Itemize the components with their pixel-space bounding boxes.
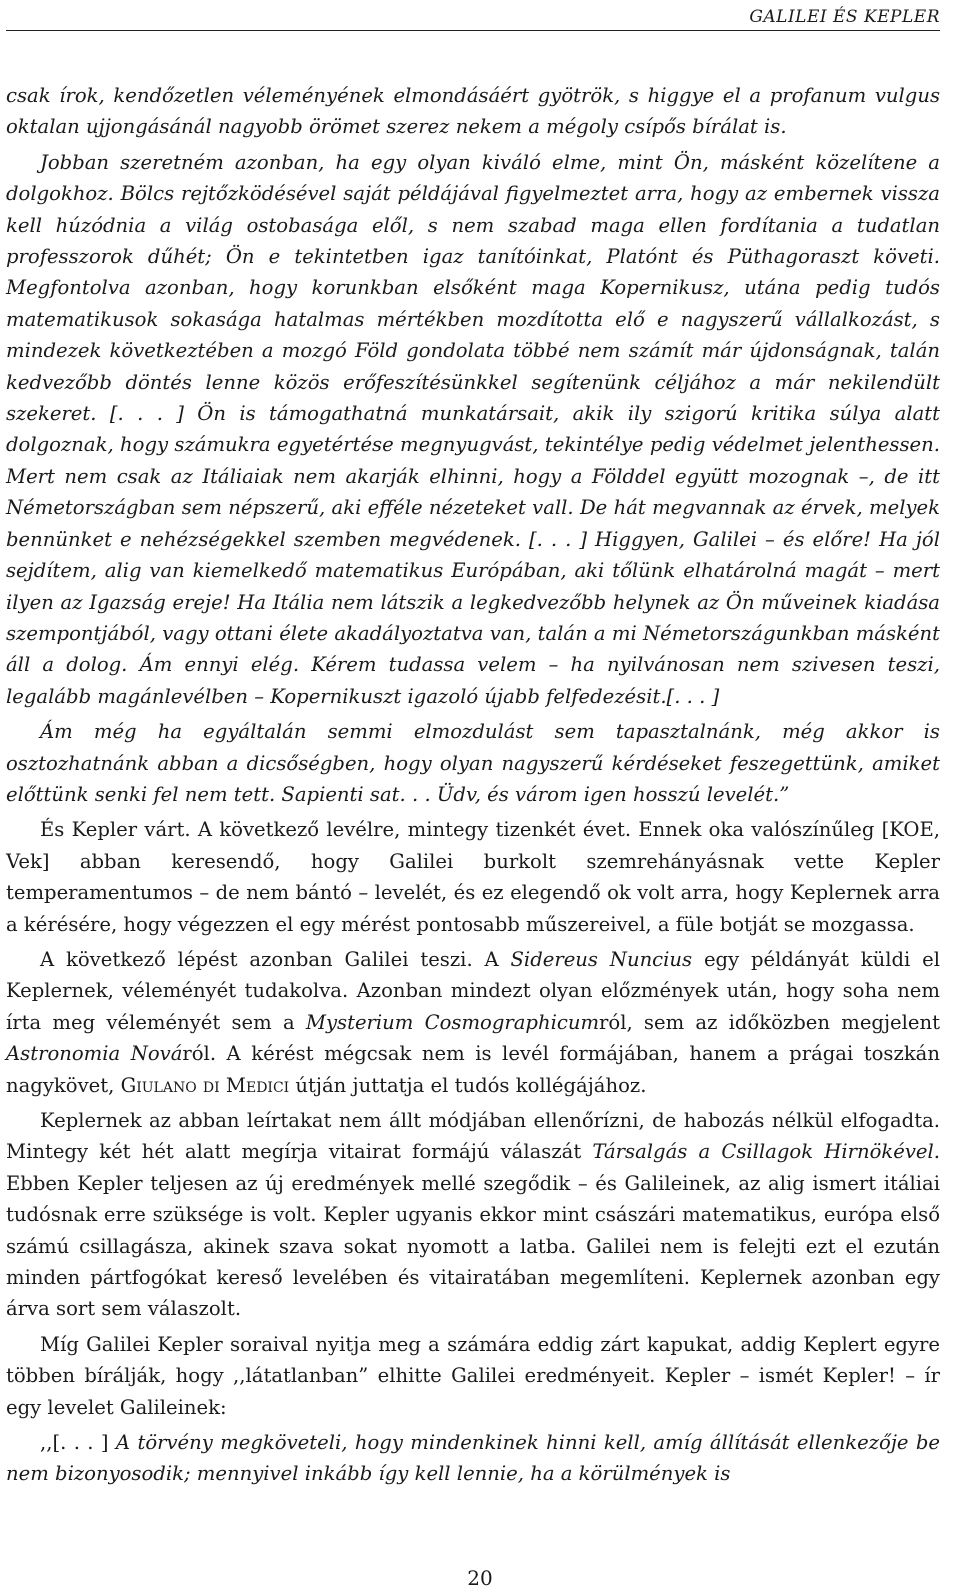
title-tarsalgas: Társalgás a Csillagok Hirnökével. xyxy=(592,1140,941,1164)
title-mysterium-cosmographicum: Mysterium Cosmographicum xyxy=(305,1010,600,1034)
quote-paragraph-3: Ám még ha egyáltalán semmi elmozdulást sem tapasztalnánk, még akkor is osztozhatnánk abban a dicsőségben, hogy olyan nagyszerű kérdéseket feszegettünk, amiket előttünk senki fel nem tett. Sapienti sat. . . Üdv, és várom igen hosszú levelét.” xyxy=(6,720,940,806)
name-giulano-di-medici: Giulano di Medici xyxy=(120,1073,290,1097)
body-paragraph-1: És Kepler várt. A következő levélre, mintegy tizenkét évet. Ennek oka valószínűleg [KOE, Vek] abban keresendő, hogy Galilei burkolt szemrehányásnak vette Kepler temperamentumos – de nem bántó – levelét, és ez elegendő ok volt arra, hogy Keplernek arra a kérésére, hogy végezzen el egy mérést pontosabb műszereivel, a füle botját se mozgassa. xyxy=(6,818,940,936)
quote-paragraph-1: csak írok, kendőzetlen véleményének elmondásáért gyötrök, s higgye el a profanum vulgus oktalan ujjongásánál nagyobb örömet szerez nekem a mégoly csípős bírálat is. xyxy=(6,84,940,139)
page-header xyxy=(6,4,940,31)
page-body xyxy=(6,80,940,1490)
body-paragraph-2: A következő lépést azonban Galilei teszi. A Sidereus Nuncius egy példányát küldi el Keplernek, véleményét tudakolva. Azonban mindezt olyan előzmények után, hogy soha nem írta meg véleményét sem a Mysterium Cosmographicumról, sem az időközben megjelent Astronomia Nováról. A kérést mégcsak nem is levél formájában, hanem a prágai toszkán nagykövet, Giulano di Medici útján juttatja el tudós kollégájához. xyxy=(6,947,940,1097)
running-head: GALILEI ÉS KEPLER xyxy=(749,7,940,27)
body-paragraph-3: Keplernek az abban leírtakat nem állt módjában ellenőrízni, de habozás nélkül elfogadta. Mintegy két hét alatt megírja vitairat formájú válaszát Társalgás a Csillagok Hirnökével. Ebben Kepler teljesen az új eredmények mellé szegődik – és Galileinek, az alig ismert itáliai tudósnak erre szüksége is volt. Kepler ugyanis ekkor mint császári matematikus, európa első számú csillagásza, akinek szava sokat nyomott a latba. Galilei nem is felejti ezt el ezután minden pártfogókat kereső levelében és vitairatában megemlíteni. Keplernek azonban egy árva sort sem válaszolt. xyxy=(6,1109,941,1321)
quote-paragraph-2: Jobban szeretném azonban, ha egy olyan kiváló elme, mint Ön, másként közelítene a dolgokhoz. Bölcs rejtőzködésével saját példájával figyelmeztet arra, hogy az embernek vissza kell húzódnia a világ ostobasága elől, s nem szabad maga ellen fordítania a tudatlan professzorok dűhét; Ön e tekintetben igaz tanítóinkat, Platónt és Püthagoraszt követi. Megfontolva azonban, hogy korunkban elsőként maga Kopernikusz, utána pedig tudós matematikusok sokasága hatalmas mértékben mozdította elő e nagyszerű vállalkozást, s mindezek következtében a mozgó Föld gondolata többé nem számít már újdonságnak, talán kedvezőbb döntés lenne közös erőfeszítésünkkel segítenünk céljához a már nekilendült szekeret. [. . . ] Ön is támogathatná munkatársait, akik ily szigorú kritika súlya alatt dolgoznak, hogy számukra egyetértése megnyugvást, tekintélye pedig védelmet jelenthessen. Mert nem csak az Itáliaiak nem akarják elhinni, hogy a Földdel együtt mozognak –, de itt Németországban sem népszerű, aki efféle nézeteket vall. De hát megvannak az érvek, melyek bennünket e nehézségekkel szemben megvédenek. [. . . ] Higgyen, Galilei – és előre! Ha jól sejdítem, alig van kiemelkedő matematikus Európában, aki tőlünk elhatárolná magát – mert ilyen az Igazság ereje! Ha Itália nem látszik a legkedvezőbb helynek az Ön műveinek kiadása szempontjából, vagy ottani élete akadályoztatva van, talán a mi Németországunkban másként áll a dolog. Ám ennyi elég. Kérem tudassa velem – ha nyilvánosan nem szivesen teszi, legalább magánlevélben – Kopernikuszt igazoló újabb felfedezésit.[. . . ] xyxy=(6,150,940,708)
page-number: 20 xyxy=(467,1566,493,1590)
quote-paragraph-4: ,,[. . . ] A törvény megköveteli, hogy mindenkinek hinni kell, amíg állítását ellenkezője be nem bizonyosodik; mennyivel inkább így kell lennie, ha a körülmények is xyxy=(6,1431,941,1486)
title-sidereus-nuncius: Sidereus Nuncius xyxy=(510,947,693,971)
title-astronomia-nova: Astronomia Nová xyxy=(6,1042,183,1066)
body-paragraph-4: Míg Galilei Kepler soraival nyitja meg a számára eddig zárt kapukat, addig Keplert egyre többen bírálják, hogy ,,látatlanban” elhitte Galilei eredményeit. Kepler – ismét Kepler! – ír egy levelet Galileinek: xyxy=(6,1332,940,1419)
